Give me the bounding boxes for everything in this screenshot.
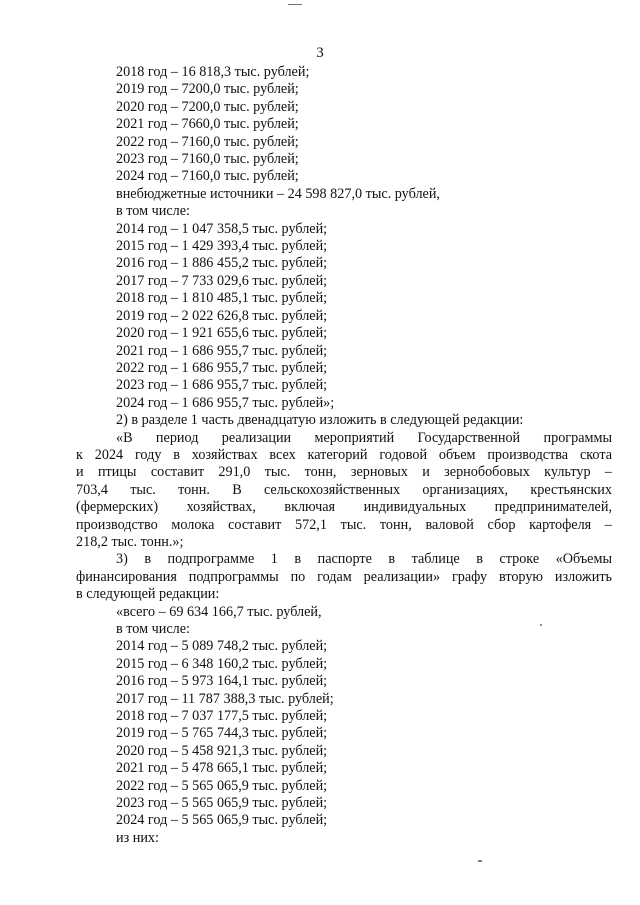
text-line: 2024 год – 5 565 065,9 тыс. рублей; [116, 812, 328, 829]
text-line: 2018 год – 1 810 485,1 тыс. рублей; [116, 290, 328, 307]
quote-line: и птицы составит 291,0 тыс. тонн, зерновых и зернобобовых культур – [76, 464, 612, 481]
paragraph-line: 3) в подпрограмме 1 в паспорте в таблице в строке «Объемы [116, 551, 612, 568]
text-line: 2021 год – 7660,0 тыс. рублей; [116, 116, 299, 133]
text-line: 2020 год – 7200,0 тыс. рублей; [116, 98, 299, 115]
text-line: 2015 год – 6 348 160,2 тыс. рублей; [116, 655, 328, 672]
text-line: 2024 год – 1 686 955,7 тыс. рублей»; [116, 394, 335, 411]
text-line: 2021 год – 1 686 955,7 тыс. рублей; [116, 342, 328, 359]
text-line: 2021 год – 5 478 665,1 тыс. рублей; [116, 760, 328, 777]
text-line: 2022 год – 7160,0 тыс. рублей; [116, 133, 299, 150]
quote-line: к 2024 году в хозяйствах всех категорий годовой объем производства скота [76, 446, 612, 463]
text-line: 2017 год – 11 787 388,3 тыс. рублей; [116, 690, 334, 707]
text-line: из них: [116, 829, 159, 846]
text-line: внебюджетные источники – 24 598 827,0 тыс. рублей, [116, 185, 440, 202]
text-line: 2017 год – 7 733 029,6 тыс. рублей; [116, 272, 328, 289]
text-line: 2022 год – 1 686 955,7 тыс. рублей; [116, 359, 328, 376]
quote-line: 703,4 тыс. тонн. В сельскохозяйственных организациях, крестьянских [76, 481, 612, 498]
text-line: 2014 год – 5 089 748,2 тыс. рублей; [116, 638, 328, 655]
quote-line: 218,2 тыс. тонн.»; [76, 533, 184, 550]
scan-speck [478, 860, 482, 862]
text-line: 2016 год – 1 886 455,2 тыс. рублей; [116, 255, 328, 272]
text-line: 2024 год – 7160,0 тыс. рублей; [116, 168, 299, 185]
text-line: 2) в разделе 1 часть двенадцатую изложить в следующей редакции: [116, 412, 524, 429]
text-line: 2016 год – 5 973 164,1 тыс. рублей; [116, 673, 328, 690]
quote-line: «В период реализации мероприятий Государственной программы [116, 429, 612, 446]
text-line: 2019 год – 7200,0 тыс. рублей; [116, 81, 299, 98]
text-line: 2019 год – 5 765 744,3 тыс. рублей; [116, 725, 328, 742]
text-line: 2018 год – 7 037 177,5 тыс. рублей; [116, 708, 328, 725]
text-line: 2023 год – 7160,0 тыс. рублей; [116, 151, 299, 168]
quote-line: производство молока составит 572,1 тыс. тонн, валовой сбор картофеля – [76, 516, 612, 533]
text-line: в том числе: [116, 203, 190, 220]
text-line: в том числе: [116, 621, 190, 637]
text-line: 2015 год – 1 429 393,4 тыс. рублей; [116, 238, 328, 255]
text-line: 2014 год – 1 047 358,5 тыс. рублей; [116, 220, 328, 237]
paragraph-line: финансирования подпрограммы по годам реализации» графу вторую изложить [76, 568, 612, 585]
scan-speck [540, 624, 542, 626]
text-line: 2023 год – 1 686 955,7 тыс. рублей; [116, 377, 328, 394]
scan-mark [288, 4, 302, 5]
text-line: 2020 год – 1 921 655,6 тыс. рублей; [116, 325, 328, 342]
text-line: «всего – 69 634 166,7 тыс. рублей, [116, 603, 322, 620]
quote-line: (фермерских) хозяйствах, включая индивидуальных предпринимателей, [76, 499, 612, 516]
paragraph-line: в следующей редакции: [76, 586, 220, 603]
text-line: 2019 год – 2 022 626,8 тыс. рублей; [116, 307, 328, 324]
text-line: 2022 год – 5 565 065,9 тыс. рублей; [116, 777, 328, 794]
text-line: 2023 год – 5 565 065,9 тыс. рублей; [116, 795, 328, 812]
text-line: 2018 год – 16 818,3 тыс. рублей; [116, 64, 310, 80]
document-body [76, 64, 612, 847]
text-line: 2020 год – 5 458 921,3 тыс. рублей; [116, 742, 328, 759]
page-number: 3 [316, 45, 324, 61]
